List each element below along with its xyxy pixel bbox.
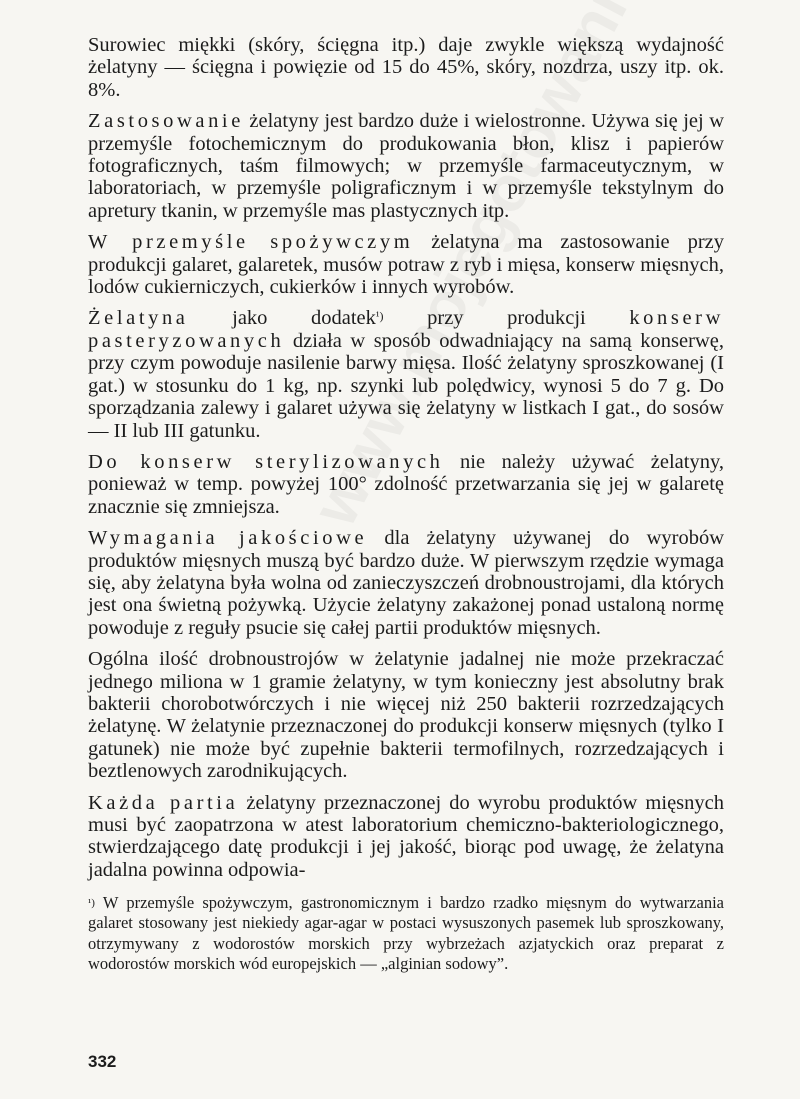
paragraph-raw-material — [88, 34, 724, 101]
paragraph-text: Ogólna ilość drobnoustrojów w żelatynie jadalnej nie może przekraczać jednego miliona w 1 gramie żelatyny, w tym konieczny jest absolutny brak bakterii chorobotwórczych i nie więcej niż 250 bakterii rozrzedzających żelatynę. W żelatynie przeznaczonej do produkcji konserw mięsnych (tylko I gatunek) nie może być zupełnie bakterii termofilnych, rozrzedzających i beztlenowych zarodnikujących. — [88, 648, 724, 783]
paragraph-microorganisms — [88, 648, 724, 782]
spaced-term-batch: Każda partia — [88, 791, 239, 814]
paragraph-quality-requirements — [88, 527, 724, 639]
paragraph-food-industry — [88, 231, 724, 298]
paragraph-text: żelatyny przeznaczonej do wyrobu produktów mięsnych musi być zaopatrzona w atest laboratorium chemiczno-bakteriologicznego, stwierdzającego datę produkcji i jej jakość, biorąc pod uwagę, że żelatyna jadalna powinna odpowia- — [88, 791, 724, 881]
paragraph-text: dla żelatyny używanej do wyrobów produktów mięsnych muszą być bardzo duże. W pierwszym rzędzie wymaga się, aby żelatyna była wolna od zanieczyszczeń drobnoustrojami, dla których jest ona świetną pożywką. Użycie żelatyny zakażonej ponad ustaloną normę powoduje z reguły psucie się całej partii produktów mięsnych. — [88, 527, 725, 639]
spaced-term-quality: Wymagania jakościowe — [88, 527, 368, 550]
footnote-reference[interactable]: ¹) — [375, 309, 384, 324]
page-number: 332 — [88, 1052, 117, 1071]
page-body — [88, 34, 724, 974]
spaced-term-zelatyna: Żelatyna — [88, 307, 189, 330]
spaced-term-food-industry: W przemyśle spożywczym — [88, 231, 414, 254]
paragraph-text: jako dodatek — [188, 307, 376, 330]
footnote-mark: ¹) — [88, 897, 95, 910]
paragraph-batch-certificate — [88, 792, 724, 882]
paragraph-applications — [88, 110, 724, 222]
paragraph-text: działa w sposób odwadniający na samą konserwę, przy czym powoduje nasilenie barwy mięsa. Ilość żelatyny sproszkowanej (I gat.) w stosunku do 1 kg, np. szynki lub polędwicy, wynosi 5 do 7 g. Do sporządzania zalewy i galaret używa się żelatyny w listkach I gat., do sosów — II lub III gatunku. — [88, 329, 724, 442]
spaced-term-zastosowanie: Zastosowanie — [88, 110, 244, 133]
paragraph-text: żelatyna ma zastosowanie przy produkcji galaret, galaretek, musów potraw z ryb i mięsa, konserw mięsnych, lodów cukierniczych, cukierków i innych wyrobów. — [88, 231, 724, 299]
footnote — [88, 893, 724, 974]
paragraph-text: przy produkcji — [383, 307, 630, 330]
paragraph-pasteurized — [88, 307, 724, 441]
spaced-term-pasteurized: konserw pasteryzowanych — [88, 307, 724, 352]
paragraph-text: żelatyny jest bardzo duże i wielostronne. Używa się jej w przemyśle fotochemicznym do produkowania błon, klisz i papierów fotograficznych, taśm filmowych; w przemyśle farmaceutycznym, w laboratoriach, w przemyśle poligraficznym i w przemyśle tekstylnym do apretury tkanin, w przemyśle mas plastycznych itp. — [88, 110, 724, 222]
paragraph-sterilized — [88, 451, 724, 518]
paragraph-text: Surowiec miękki (skóry, ścięgna itp.) daje zwykle większą wydajność żelatyny — ścięgna i powięzie od 15 do 45%, skóry, nozdrza, uszy itp. ok. 8%. — [88, 34, 724, 101]
spaced-term-sterilized: Do konserw sterylizowanych — [88, 450, 444, 473]
paragraph-text: nie należy używać żelatyny, ponieważ w temp. powyżej 100° zdolność przetwarzania się jej w galaretę znacznie się zmniejsza. — [88, 450, 724, 518]
footnote-text: W przemyśle spożywczym, gastronomicznym i bardzo rzadko mięsnym do wytwarzania galaret stosowany jest niekiedy agar-agar w postaci wysuszonych pasemek lub sproszkowany, otrzymywany z wodorostów morskich przy wybrzeżach azjatyckich oraz preparat z wodorostów morskich wód europejskich — „alginian sodowy”. — [88, 893, 724, 973]
